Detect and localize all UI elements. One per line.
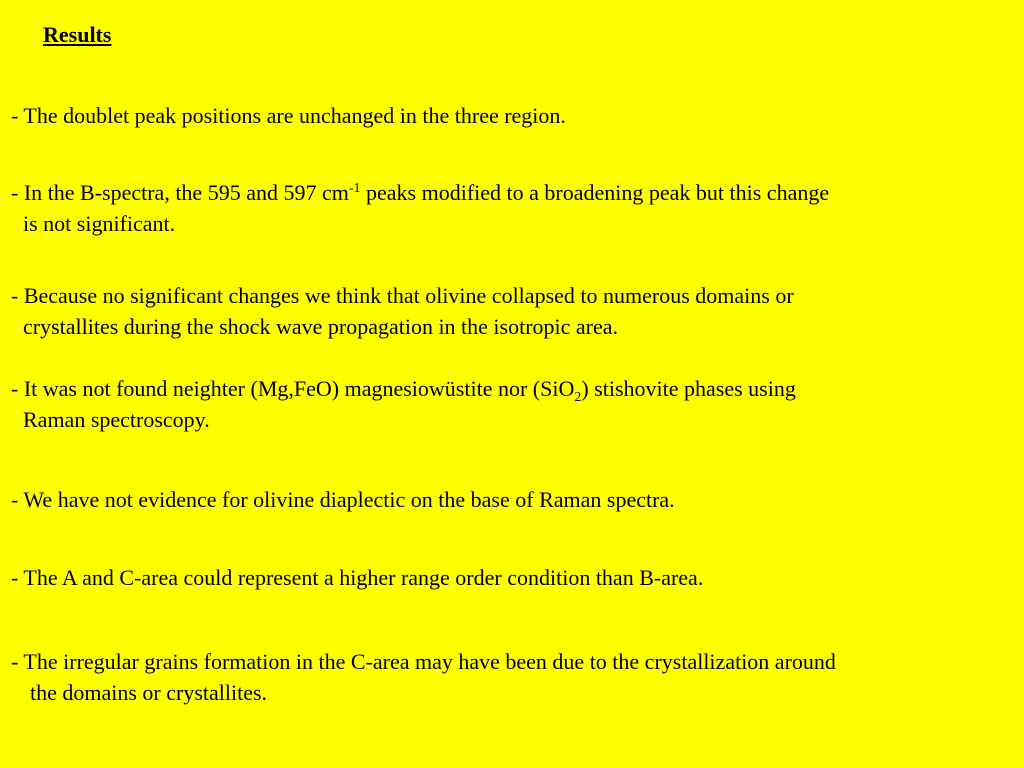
subscript: 2 [574, 390, 582, 405]
bullet-line: is not significant. [23, 211, 176, 236]
bullet-line [11, 373, 1016, 404]
bullet-line [11, 177, 1016, 208]
superscript: -1 [348, 181, 361, 196]
bullet-line: the domains or crystallites. [30, 680, 268, 705]
bullet-line: - The doublet peak positions are unchanged in the three region. [11, 103, 566, 128]
bullet-area-order [11, 562, 1016, 593]
bullet-phases-not-found [11, 373, 1016, 435]
bullet-doublet-peaks [11, 100, 1016, 131]
bullet-line: Raman spectroscopy. [23, 407, 210, 432]
bullet-no-diaplectic [11, 484, 1016, 515]
bullet-line: - Because no significant changes we think that olivine collapsed to numerous domains or [11, 283, 794, 308]
bullet-line: - The A and C-area could represent a higher range order condition than B-area. [11, 565, 704, 590]
bullet-text: - It was not found neighter (Mg,FeO) magnesiowüstite nor (SiO [11, 376, 575, 401]
bullet-line: crystallites during the shock wave propagation in the isotropic area. [23, 314, 619, 339]
bullet-irregular-grains [11, 646, 1016, 708]
bullet-text: peaks modified to a broadening peak but this change [360, 180, 830, 205]
slide-title: Results [43, 22, 112, 47]
bullet-text: - In the B-spectra, the 595 and 597 cm [11, 180, 349, 205]
bullet-b-spectra [11, 177, 1016, 239]
bullet-text: ) stishovite phases using [581, 376, 796, 401]
bullet-line: - The irregular grains formation in the C-area may have been due to the crystallization around [11, 649, 836, 674]
bullet-line: - We have not evidence for olivine diaplectic on the base of Raman spectra. [11, 487, 675, 512]
bullet-olivine-collapse [11, 280, 1016, 342]
